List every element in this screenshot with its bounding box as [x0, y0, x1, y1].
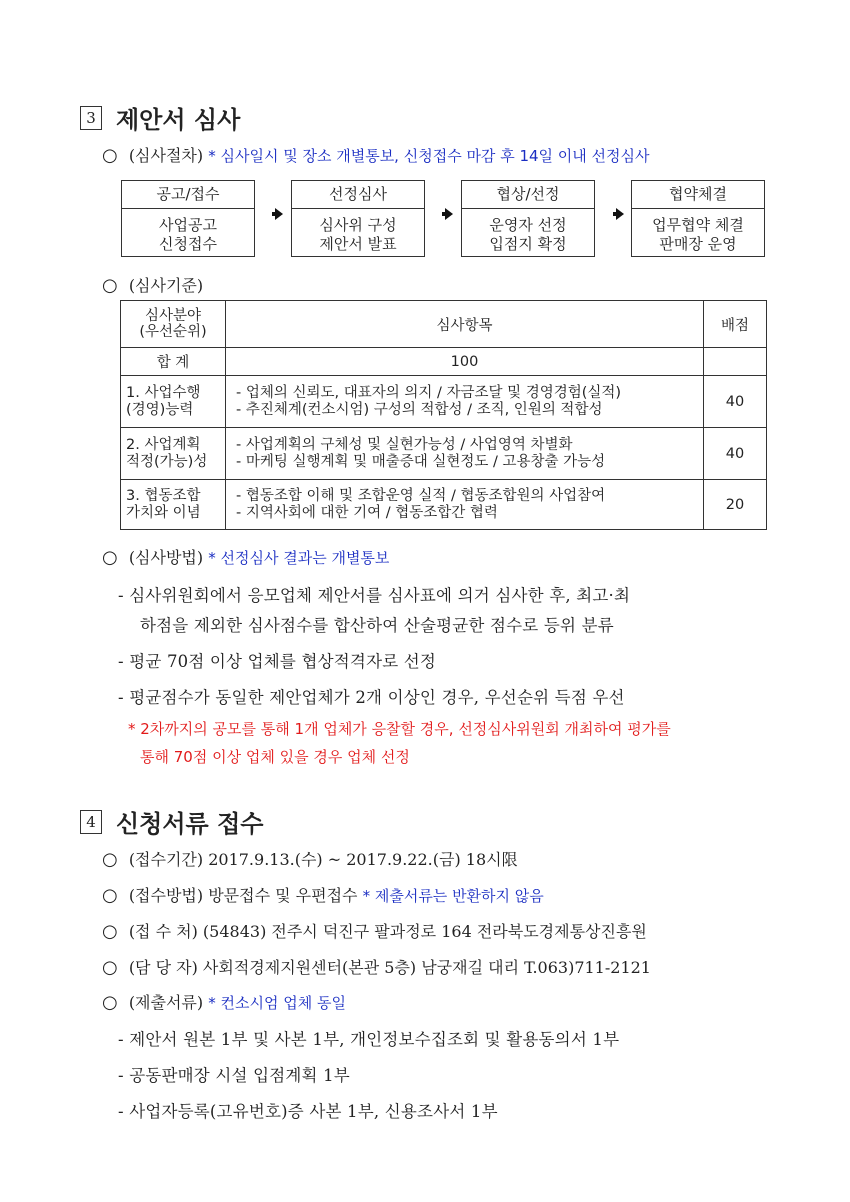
procedure-flow: [121, 180, 766, 256]
flow-step: [631, 180, 765, 257]
period-text: (접수기간) 2017.9.13.(수) ~ 2017.9.22.(금) 18시限: [128, 850, 518, 869]
red-note: 통해 70점 이상 업체 있을 경우 업체 선정: [140, 748, 410, 766]
flow-step-body: 업무협약 체결: [652, 216, 744, 234]
table-row: [121, 480, 767, 530]
criteria-line: [102, 273, 203, 296]
flow-step: [291, 180, 425, 257]
bullet-circle-icon: ○: [102, 957, 118, 978]
row-item: - 사업계획의 구체성 및 실현가능성 / 사업영역 차별화: [236, 436, 573, 453]
row-item: - 업체의 신뢰도, 대표자의 의지 / 자금조달 및 경영경험(실적): [236, 384, 622, 401]
red-note: * 2차까지의 공모를 통해 1개 업체가 응찰할 경우, 선정심사위원회 개최하여 평가를: [128, 720, 671, 738]
flow-step-head: 협상/선정: [462, 181, 594, 209]
bullet-circle-icon: ○: [102, 885, 118, 906]
flow-step-body: 심사위 구성: [319, 216, 397, 234]
bullet-circle-icon: ○: [102, 921, 118, 942]
method-item: - 평균점수가 동일한 제안업체가 2개 이상인 경우, 우선순위 득점 우선: [118, 688, 625, 707]
bullet-circle-icon: ○: [102, 547, 118, 568]
flow-step-body: 판매장 운영: [659, 235, 737, 253]
row-score: 40: [704, 376, 767, 428]
total-value: 100: [226, 348, 704, 376]
arrow-right-icon: [275, 208, 283, 220]
flow-step: [121, 180, 255, 257]
procedure-line: [102, 143, 650, 166]
total-score-empty: [704, 348, 767, 376]
header-items: 심사항목: [226, 301, 704, 348]
row-item: - 마케팅 실행계획 및 매출증대 실현정도 / 고용창출 가능성: [236, 453, 606, 470]
method-line: [102, 545, 389, 568]
bullet-circle-icon: ○: [102, 275, 118, 296]
row-score: 20: [704, 480, 767, 530]
bullet-circle-icon: ○: [102, 145, 118, 166]
receipt-method-line: [102, 883, 544, 906]
arrow-right-icon: [616, 208, 624, 220]
section-title: 제안서 심사: [116, 106, 241, 134]
contact-line: [102, 955, 651, 978]
flow-step-head: 선정심사: [292, 181, 424, 209]
method-item: - 심사위원회에서 응모업체 제안서를 심사표에 의거 심사한 후, 최고·최: [118, 586, 631, 605]
docs-item: - 공동판매장 시설 입점계획 1부: [118, 1066, 350, 1085]
docs-line: [102, 990, 346, 1013]
procedure-note: * 심사일시 및 장소 개별통보, 신청접수 마감 후 14일 이내 선정심사: [208, 147, 650, 165]
criteria-label: (심사기준): [128, 276, 204, 295]
contact-text: (담 당 자) 사회적경제지원센터(본관 5층) 남궁재길 대리 T.063)711-2121: [128, 958, 651, 977]
section-title: 신청서류 접수: [116, 810, 264, 838]
bullet-circle-icon: ○: [102, 992, 118, 1013]
docs-label: (제출서류): [128, 993, 204, 1012]
method-label: (심사방법): [128, 548, 204, 567]
flow-step: [461, 180, 595, 257]
docs-item: - 사업자등록(고유번호)증 사본 1부, 신용조사서 1부: [118, 1102, 498, 1121]
row-area: (경영)능력: [126, 401, 194, 418]
table-row: [121, 376, 767, 428]
table-header-row: [121, 301, 767, 348]
method-item: 하점을 제외한 심사점수를 합산하여 산술평균한 점수로 등위 분류: [140, 616, 614, 635]
row-area: 3. 협동조합: [126, 487, 201, 504]
section-number-box: 4: [80, 810, 102, 834]
period-line: [102, 847, 518, 870]
docs-item: - 제안서 원본 1부 및 사본 1부, 개인정보수집조회 및 활용동의서 1부: [118, 1030, 620, 1049]
flow-step-body: 운영자 선정: [489, 216, 567, 234]
table-row: [121, 428, 767, 480]
row-item: - 협동조합 이해 및 조합운영 실적 / 협동조합원의 사업참여: [236, 487, 606, 504]
flow-step-body: 입점지 확정: [489, 235, 567, 253]
table-total-row: [121, 348, 767, 376]
row-item: - 추진체계(컨소시엄) 구성의 적합성 / 조직, 인원의 적합성: [236, 401, 603, 418]
section-3-heading: [80, 100, 240, 135]
row-score: 40: [704, 428, 767, 480]
row-area: 2. 사업계획: [126, 436, 201, 453]
section-number-box: 3: [80, 106, 102, 130]
procedure-label: (심사절차): [128, 146, 204, 165]
row-area: 1. 사업수행: [126, 384, 201, 401]
docs-note: * 컨소시엄 업체 동일: [208, 994, 346, 1012]
method-item: - 평균 70점 이상 업체를 협상적격자로 선정: [118, 652, 437, 671]
header-score: 배점: [704, 301, 767, 348]
section-4-heading: [80, 804, 263, 839]
method-note: * 선정심사 결과는 개별통보: [208, 549, 390, 567]
criteria-table: [120, 300, 767, 530]
flow-step-head: 공고/접수: [122, 181, 254, 209]
header-area-line: (우선순위): [139, 324, 207, 340]
bullet-circle-icon: ○: [102, 849, 118, 870]
row-area: 가치와 이념: [126, 504, 201, 521]
flow-step-body: 사업공고: [159, 216, 217, 234]
row-item: - 지역사회에 대한 기여 / 협동조합간 협력: [236, 504, 498, 521]
total-label: 합 계: [121, 348, 226, 376]
place-line: [102, 919, 647, 942]
header-area: [121, 301, 226, 348]
flow-step-body: 제안서 발표: [319, 235, 397, 253]
flow-step-body: 신청접수: [159, 235, 217, 253]
receipt-method-note: * 제출서류는 반환하지 않음: [362, 887, 544, 905]
arrow-right-icon: [445, 208, 453, 220]
header-area-line: 심사분야: [144, 308, 202, 324]
receipt-method-label: (접수방법) 방문접수 및 우편접수: [128, 886, 358, 905]
flow-step-head: 협약체결: [632, 181, 764, 209]
place-text: (접 수 처) (54843) 전주시 덕진구 팔과정로 164 전라북도경제통상진흥원: [128, 922, 647, 941]
row-area: 적정(가능)성: [126, 453, 208, 470]
